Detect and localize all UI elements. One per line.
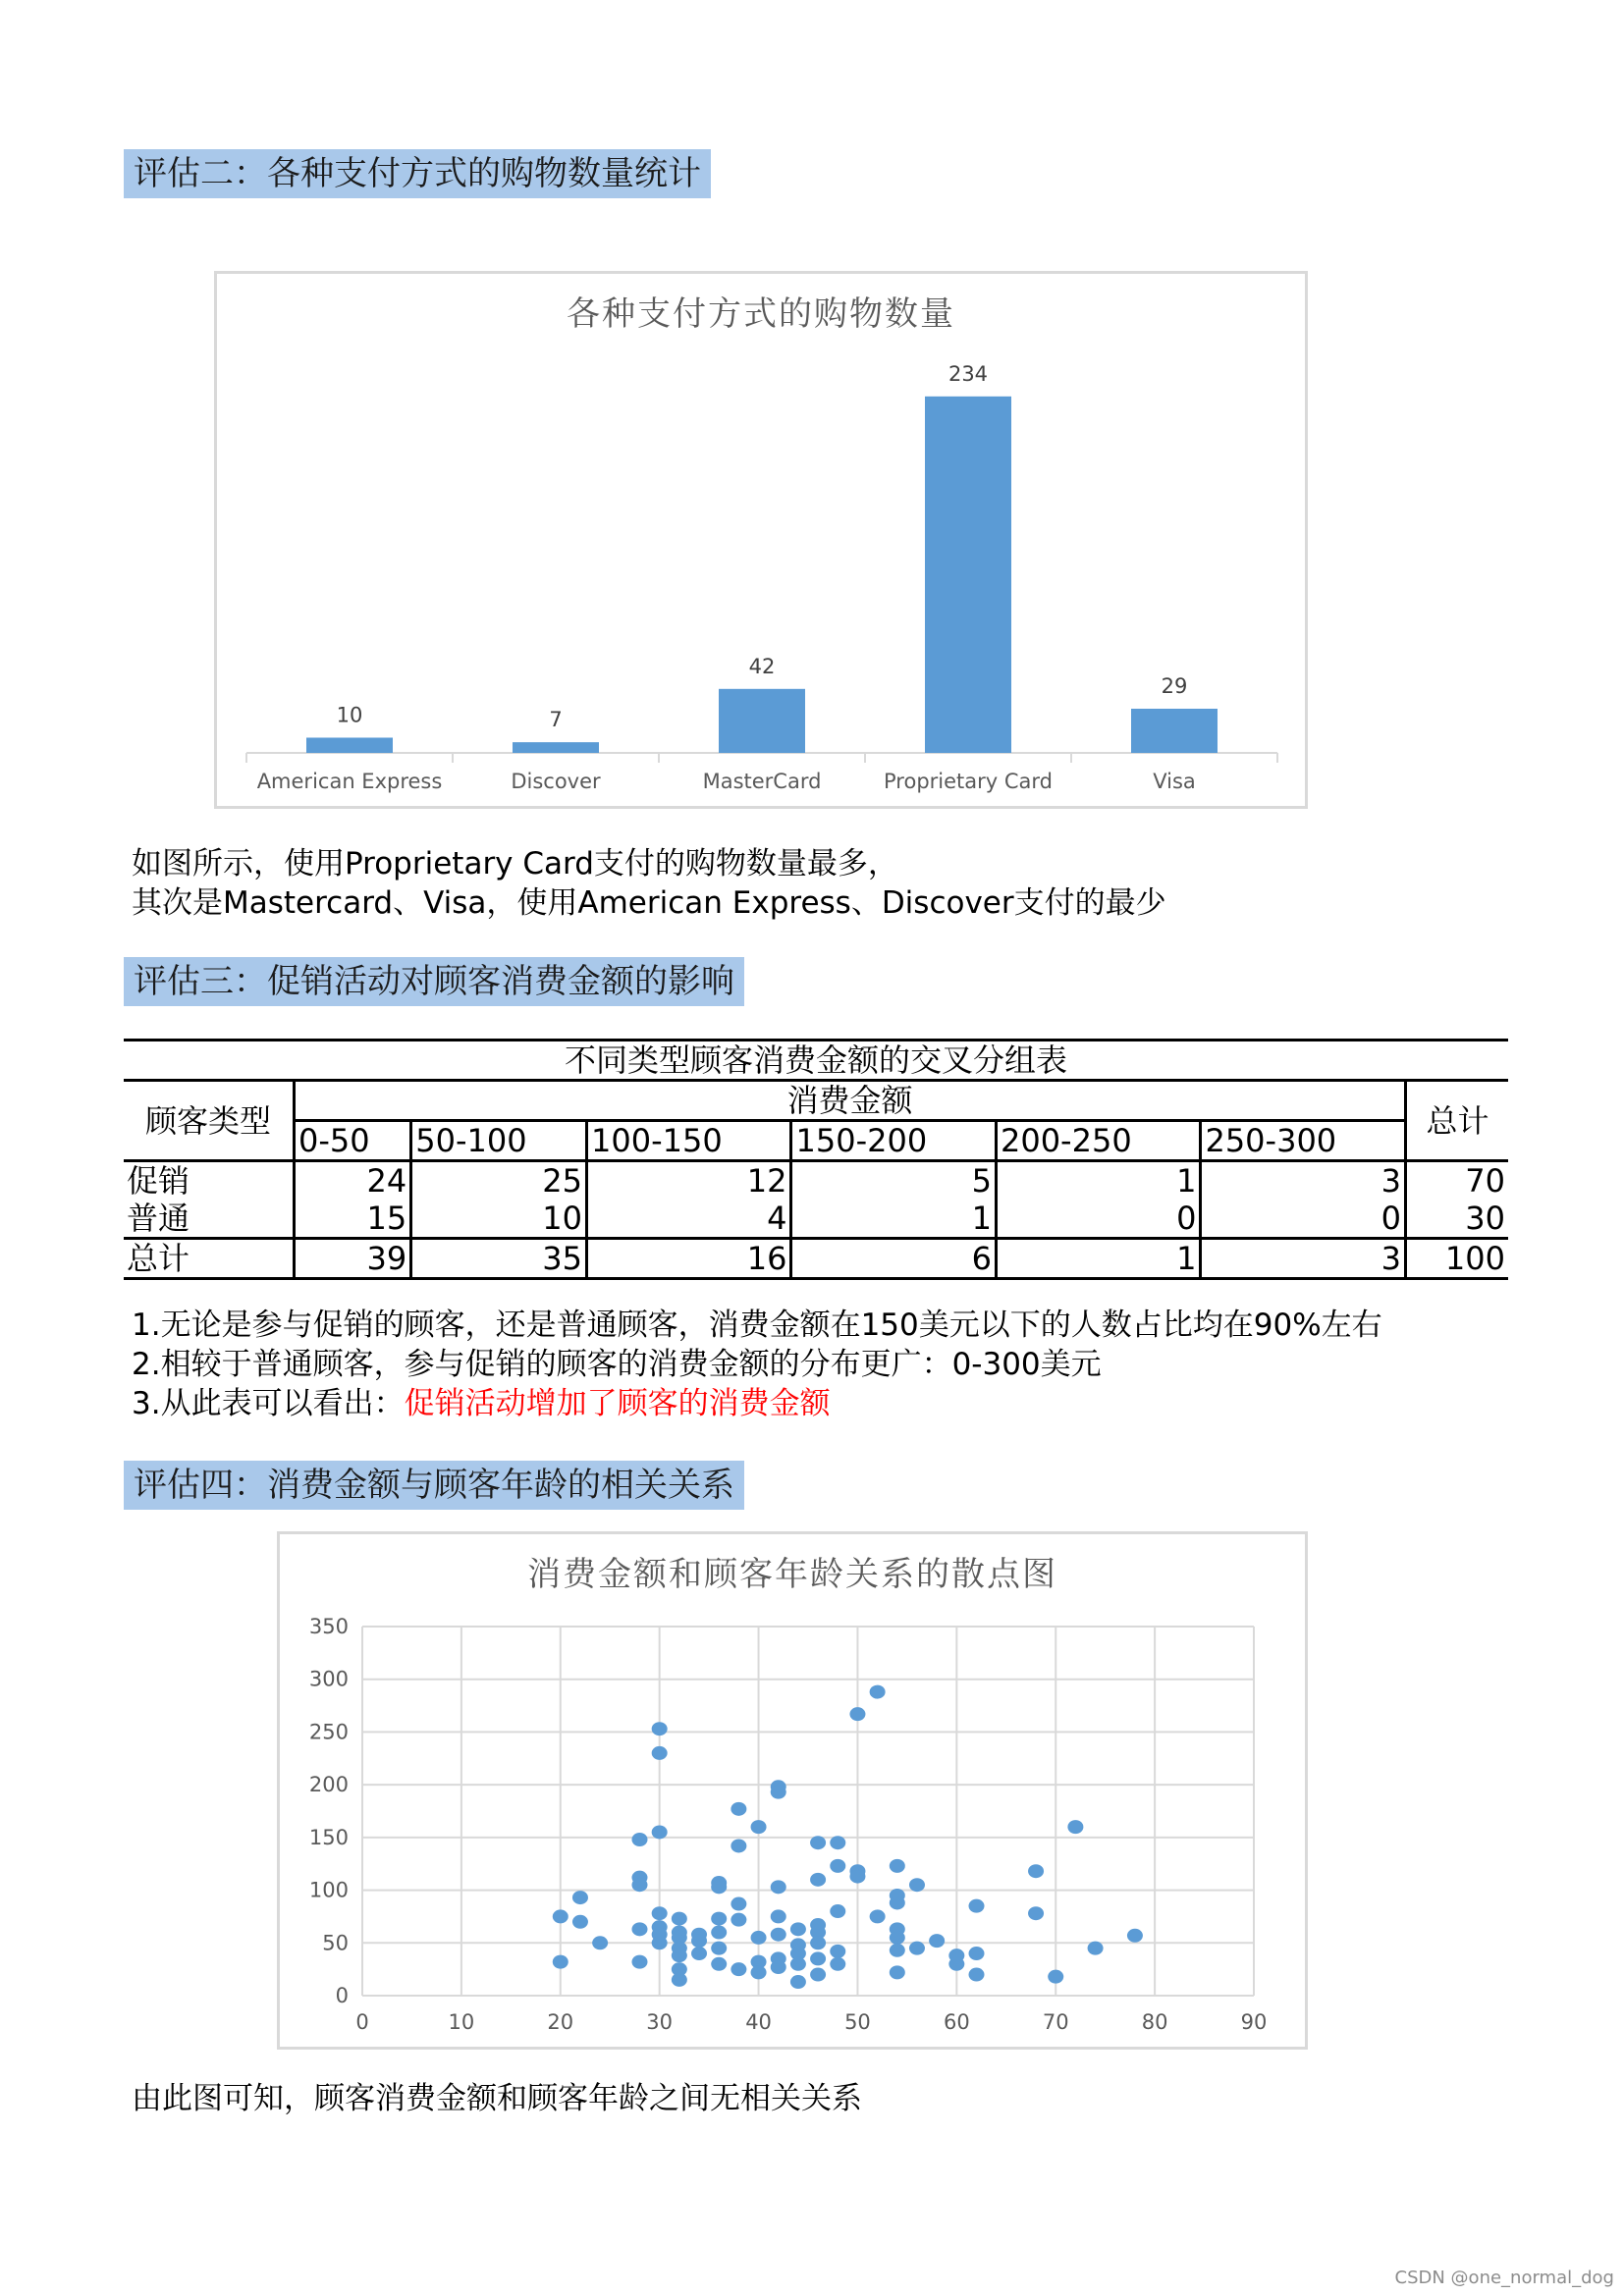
scatter-point — [771, 1786, 786, 1799]
table-cell: 10 — [411, 1200, 587, 1239]
row-total: 70 — [1405, 1161, 1508, 1201]
x-tick-label: Discover — [511, 770, 601, 793]
x-tick-label: 90 — [1240, 2010, 1268, 2034]
x-tick-label: MasterCard — [702, 770, 822, 793]
bar-chart — [214, 271, 1308, 809]
x-tick-label: American Express — [256, 770, 443, 793]
scatter-point — [731, 1802, 746, 1816]
table-cell: 16 — [587, 1239, 791, 1279]
y-tick-label: 150 — [308, 1825, 349, 1849]
x-tick-label: 0 — [355, 2010, 369, 2034]
scatter-point — [870, 1909, 886, 1923]
section-heading-correlation: 评估四：消费金额与顾客年龄的相关关系 — [124, 1461, 744, 1510]
column-header: 150-200 — [791, 1121, 996, 1161]
scatter-point — [731, 1913, 746, 1927]
scatter-point — [830, 1945, 845, 1958]
scatter-point — [652, 1906, 668, 1920]
scatter-point — [870, 1685, 886, 1699]
x-tick-label: Visa — [1153, 770, 1196, 793]
x-tick-label: 30 — [646, 2010, 674, 2034]
scatter-point — [790, 1957, 806, 1971]
scatter-point — [790, 1975, 806, 1989]
scatter-point — [969, 1968, 985, 1982]
scatter-chart — [277, 1531, 1308, 2050]
scatter-point — [631, 1833, 647, 1846]
scatter-point — [751, 1965, 767, 1979]
scatter-point — [652, 1825, 668, 1839]
scatter-point — [652, 1722, 668, 1735]
scatter-point — [849, 1707, 865, 1721]
scatter-point — [909, 1942, 925, 1955]
y-tick-label: 200 — [308, 1773, 349, 1797]
bar-discover — [513, 742, 599, 753]
column-header: 200-250 — [996, 1121, 1200, 1161]
scatter-point — [631, 1922, 647, 1936]
table-cell: 25 — [411, 1161, 587, 1201]
correlation-conclusion: 由此图可知，顾客消费金额和顾客年龄之间无相关关系 — [132, 2081, 862, 2116]
scatter-point — [572, 1891, 588, 1904]
scatter-point — [711, 1942, 727, 1955]
scatter-point — [731, 1962, 746, 1976]
table-cell: 3 — [1201, 1161, 1405, 1201]
scatter-point — [810, 1968, 826, 1982]
scatter-point — [711, 1957, 727, 1971]
scatter-point — [810, 1951, 826, 1965]
x-tick-label: 50 — [844, 2010, 871, 2034]
table-cell: 6 — [791, 1239, 996, 1279]
scatter-point — [790, 1922, 806, 1936]
scatter-point — [890, 1931, 905, 1945]
section-heading-payment: 评估二：各种支付方式的购物数量统计 — [124, 149, 711, 198]
y-tick-label: 0 — [335, 1984, 349, 2007]
scatter-point — [1127, 1929, 1143, 1943]
scatter-point — [751, 1931, 767, 1945]
scatter-point — [969, 1899, 985, 1913]
bar-proprietary-card — [925, 397, 1011, 753]
finding-3-highlight: 促销活动增加了顾客的消费金额 — [404, 1386, 831, 1421]
data-label: 42 — [748, 654, 776, 678]
cross-tab-table — [124, 1039, 1508, 1280]
table-cell: 0 — [1201, 1200, 1405, 1239]
scatter-point — [1028, 1906, 1044, 1920]
column-header: 0-50 — [295, 1121, 411, 1161]
scatter-point — [592, 1936, 608, 1949]
column-header: 250-300 — [1201, 1121, 1405, 1161]
scatter-point — [771, 1960, 786, 1974]
y-tick-label: 100 — [308, 1878, 349, 1902]
scatter-point — [691, 1934, 707, 1948]
promotion-finding-3 — [132, 1384, 831, 1423]
promotion-finding-1: 1.无论是参与促销的顾客，还是普通顾客，消费金额在150美元以下的人数占比均在90%左右 — [132, 1308, 1382, 1343]
table-cell: 15 — [295, 1200, 411, 1239]
table-cell: 3 — [1201, 1239, 1405, 1279]
scatter-point — [771, 1909, 786, 1923]
scatter-point — [672, 1912, 687, 1926]
scatter-point — [810, 1873, 826, 1887]
bar-mastercard — [719, 689, 805, 753]
payment-summary-line-1: 如图所示，使用Proprietary Card支付的购物数量最多， — [132, 846, 898, 881]
scatter-point — [1067, 1820, 1083, 1834]
scatter-point — [1028, 1864, 1044, 1878]
scatter-point — [890, 1965, 905, 1979]
scatter-point — [830, 1957, 845, 1971]
scatter-point — [830, 1904, 845, 1918]
scatter-chart-canvas — [280, 1534, 1305, 2047]
y-tick-label: 50 — [322, 1931, 349, 1955]
x-tick-label: Proprietary Card — [884, 770, 1053, 793]
table-cell: 24 — [295, 1161, 411, 1201]
group-header-amount: 消费金额 — [295, 1081, 1406, 1121]
scatter-point — [652, 1936, 668, 1949]
scatter-point — [771, 1928, 786, 1942]
total-header: 总计 — [1426, 1101, 1489, 1140]
scatter-point — [553, 1955, 568, 1969]
scatter-point — [672, 1949, 687, 1962]
scatter-point — [948, 1957, 964, 1971]
x-tick-label: 10 — [448, 2010, 475, 2034]
bar-visa — [1131, 709, 1218, 753]
scatter-point — [810, 1936, 826, 1949]
x-tick-label: 60 — [943, 2010, 970, 2034]
y-tick-label: 350 — [308, 1615, 349, 1638]
column-header: 100-150 — [587, 1121, 791, 1161]
table-row — [124, 1200, 1508, 1239]
table-row — [124, 1161, 1508, 1201]
table-cell: 1 — [996, 1239, 1200, 1279]
data-label: 10 — [336, 703, 363, 727]
y-tick-label: 250 — [308, 1720, 349, 1744]
table-cell: 5 — [791, 1161, 996, 1201]
scatter-point — [751, 1820, 767, 1834]
finding-3-prefix: 3.从此表可以看出： — [132, 1386, 405, 1421]
scatter-point — [890, 1859, 905, 1873]
scatter-point — [631, 1955, 647, 1969]
scatter-point — [969, 1947, 985, 1960]
bar-american-express — [306, 737, 393, 753]
scatter-point — [909, 1878, 925, 1892]
data-label: 29 — [1161, 673, 1188, 698]
scatter-point — [1088, 1942, 1104, 1955]
table-cell: 1 — [996, 1161, 1200, 1201]
scatter-point — [652, 1746, 668, 1760]
table-cell: 0 — [996, 1200, 1200, 1239]
scatter-point — [731, 1897, 746, 1911]
x-tick-label: 40 — [745, 2010, 772, 2034]
table-title: 不同类型顾客消费金额的交叉分组表 — [124, 1041, 1508, 1081]
row-total: 30 — [1465, 1200, 1505, 1237]
row-label: 促销 — [124, 1161, 295, 1201]
scatter-point — [672, 1973, 687, 1987]
row-header-customer-type: 顾客类型 — [124, 1081, 295, 1161]
chart-title: 消费金额和顾客年龄关系的散点图 — [527, 1555, 1057, 1594]
scatter-point — [711, 1880, 727, 1894]
bar-chart-canvas — [217, 274, 1305, 806]
table-cell: 1 — [791, 1200, 996, 1239]
data-label: 234 — [947, 361, 989, 386]
x-tick-label: 80 — [1141, 2010, 1168, 2034]
x-tick-label: 20 — [547, 2010, 574, 2034]
scatter-point — [929, 1934, 945, 1948]
scatter-point — [830, 1859, 845, 1873]
promotion-finding-2: 2.相较于普通顾客，参与促销的顾客的消费金额的分布更广：0-300美元 — [132, 1347, 1102, 1382]
scatter-point — [553, 1909, 568, 1923]
scatter-point — [890, 1944, 905, 1957]
scatter-point — [830, 1836, 845, 1849]
scatter-point — [890, 1896, 905, 1909]
table-cell: 12 — [587, 1161, 791, 1201]
table-cell: 4 — [587, 1200, 791, 1239]
row-total: 100 — [1405, 1239, 1508, 1279]
scatter-point — [771, 1880, 786, 1894]
table-cell: 35 — [411, 1239, 587, 1279]
row-label: 普通 — [124, 1200, 295, 1239]
scatter-point — [731, 1839, 746, 1852]
payment-summary-line-2: 其次是Mastercard、Visa，使用American Express、Discover支付的最少 — [132, 885, 1166, 921]
table-row — [124, 1239, 1508, 1279]
data-label: 7 — [549, 708, 563, 732]
scatter-point — [1048, 1970, 1063, 1984]
scatter-point — [691, 1947, 707, 1960]
chart-title: 各种支付方式的购物数量 — [567, 294, 955, 334]
scatter-point — [631, 1878, 647, 1892]
scatter-point — [810, 1836, 826, 1849]
scatter-point — [711, 1926, 727, 1940]
x-tick-label: 70 — [1042, 2010, 1069, 2034]
scatter-point — [711, 1912, 727, 1926]
y-tick-label: 300 — [308, 1667, 349, 1691]
table-cell: 39 — [295, 1239, 411, 1279]
watermark: CSDN @one_normal_dog — [1394, 2268, 1614, 2288]
row-label: 总计 — [124, 1239, 295, 1279]
scatter-point — [572, 1915, 588, 1929]
section-heading-promotion: 评估三：促销活动对顾客消费金额的影响 — [124, 957, 744, 1006]
scatter-point — [849, 1870, 865, 1884]
column-header: 50-100 — [411, 1121, 587, 1161]
